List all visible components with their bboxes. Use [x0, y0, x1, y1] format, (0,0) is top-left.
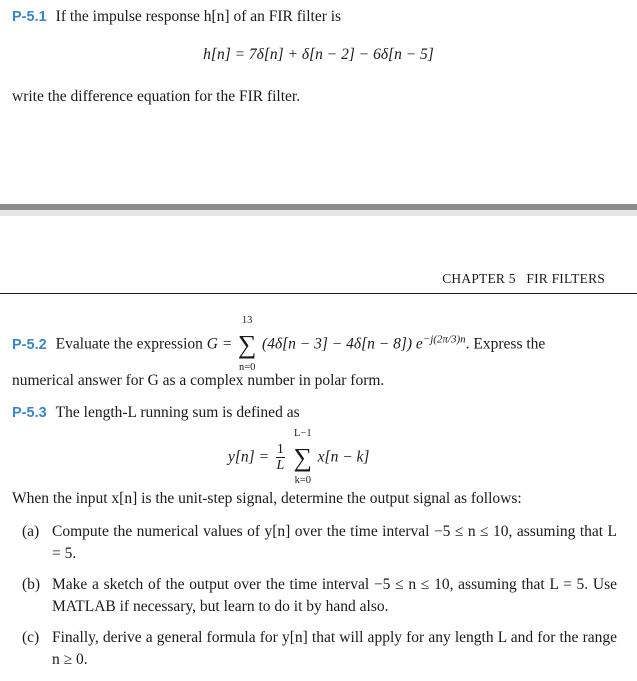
running-sum-equation: [228, 428, 370, 486]
part-label: (a): [22, 523, 40, 540]
sum-upper-limit: L−1: [293, 428, 312, 439]
sigma-symbol: ∑: [293, 443, 313, 472]
problem-number: P-5.3: [12, 405, 47, 421]
problem-text: The length-L running sum is defined as: [55, 404, 300, 421]
sum-upper-limit: 13: [241, 315, 253, 326]
problem-5-1-followup: write the difference equation for the FIR filter.: [12, 88, 301, 105]
part-text: Finally, derive a general formula for y[n] that will apply for any length L and for the range n ≥ 0.: [52, 629, 617, 668]
part-a: [22, 521, 617, 565]
problem-5-2-line2: numerical answer for G as a complex number in polar form.: [12, 372, 385, 389]
chapter-label: CHAPTER 5: [442, 271, 516, 286]
trailing-text: . Express the: [465, 335, 546, 353]
section-label: FIR FILTERS: [526, 271, 605, 286]
condition-text: When the input x[n] is the unit-step signal, determine the output signal as follows:: [12, 490, 522, 507]
problem-text: If the impulse response h[n] of an FIR filter is: [55, 8, 342, 25]
fraction-denominator: L: [276, 458, 285, 473]
running-header: [442, 271, 605, 287]
sigma-symbol: ∑: [237, 330, 257, 359]
sum-lower-limit: k=0: [294, 475, 311, 486]
problem-5-3-statement: [12, 404, 300, 422]
eq-body: x[n − k]: [317, 448, 370, 466]
fraction: [276, 442, 285, 474]
fraction-numerator: 1: [276, 442, 284, 457]
problem-5-2-statement: [12, 315, 546, 373]
equation-text: h[n] = 7δ[n] + δ[n − 2] − 6δ[n − 5]: [203, 46, 434, 63]
eq-lhs: y[n] =: [228, 448, 270, 466]
part-text: Compute the numerical values of y[n] over the time interval −5 ≤ n ≤ 10, assuming that L = 5.: [52, 523, 617, 562]
header-rule: [0, 293, 637, 294]
part-c: [22, 627, 617, 671]
problem-5-1-statement: [12, 8, 341, 26]
part-text: Make a sketch of the output over the time interval −5 ≤ n ≤ 10, assuming that L = 5. Use MATLAB if necessary, but learn to do it by hand also.: [52, 576, 617, 615]
lead-text: Evaluate the expression: [55, 335, 203, 353]
expr-lhs: G =: [206, 335, 233, 353]
part-b: [22, 574, 617, 618]
part-label: (b): [22, 576, 41, 593]
expr-exponent: −j(2π/3)n: [422, 333, 466, 346]
problem-number: P-5.1: [12, 9, 47, 25]
page-separator-light: [0, 210, 637, 216]
impulse-response-equation: [0, 46, 637, 64]
sum-lower-limit: n=0: [238, 362, 256, 373]
part-label: (c): [22, 629, 40, 646]
summation: [292, 428, 314, 486]
problem-number: P-5.2: [12, 336, 47, 353]
summation: [236, 315, 258, 373]
expr-body: (4δ[n − 3] − 4δ[n − 8]) e: [262, 335, 423, 353]
